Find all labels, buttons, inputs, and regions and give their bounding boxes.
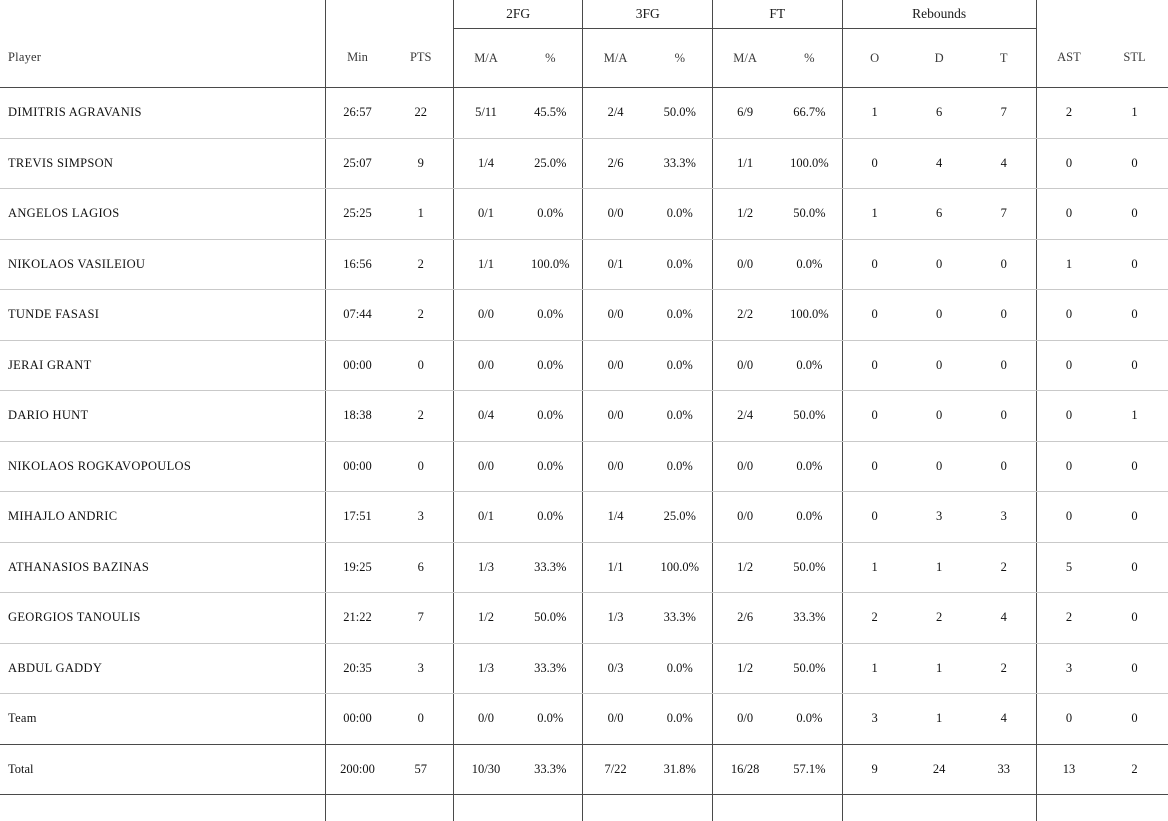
- cell-ft-pct: 50.0%: [777, 542, 842, 593]
- total-cell-fg2-ma: 10/30: [453, 744, 518, 795]
- table-row: [0, 88, 1168, 139]
- footer-spacer-player: [0, 795, 326, 821]
- cell-pts: 6: [389, 542, 454, 593]
- column-header-fg2-pct: %: [518, 29, 583, 88]
- cell-fg3-ma: 1/4: [583, 492, 648, 543]
- cell-reb-t: 0: [972, 441, 1037, 492]
- group-header-2fg: 2FG: [453, 0, 583, 29]
- cell-fg3-pct: 0.0%: [648, 441, 713, 492]
- player-name-cell: NIKOLAOS VASILEIOU: [0, 239, 326, 290]
- cell-reb-d: 1: [907, 694, 972, 745]
- cell-reb-d: 0: [907, 340, 972, 391]
- cell-fg2-ma: 0/1: [453, 492, 518, 543]
- cell-reb-d: 0: [907, 391, 972, 442]
- cell-fg3-pct: 100.0%: [648, 542, 713, 593]
- cell-stl: 0: [1101, 189, 1168, 240]
- cell-min: 21:22: [326, 593, 389, 644]
- table-row: [0, 542, 1168, 593]
- cell-ft-pct: 33.3%: [777, 593, 842, 644]
- column-header-reb-o: O: [842, 29, 907, 88]
- total-cell-fg3-pct: 31.8%: [648, 744, 713, 795]
- cell-reb-o: 0: [842, 492, 907, 543]
- footer-spacer-ft-pct: [777, 795, 842, 821]
- cell-reb-o: 0: [842, 239, 907, 290]
- player-name-cell: NIKOLAOS ROGKAVOPOULOS: [0, 441, 326, 492]
- footer-spacer-reb-o: [842, 795, 907, 821]
- cell-fg2-pct: 100.0%: [518, 239, 583, 290]
- cell-pts: 9: [389, 138, 454, 189]
- cell-fg2-ma: 1/1: [453, 239, 518, 290]
- cell-ft-ma: 1/1: [712, 138, 777, 189]
- cell-fg2-ma: 0/0: [453, 441, 518, 492]
- cell-reb-o: 1: [842, 542, 907, 593]
- cell-reb-d: 1: [907, 643, 972, 694]
- column-header-reb-t: T: [972, 29, 1037, 88]
- table-row: [0, 694, 1168, 745]
- cell-stl: 0: [1101, 138, 1168, 189]
- footer-spacer-fg2-pct: [518, 795, 583, 821]
- cell-fg3-ma: 0/0: [583, 694, 648, 745]
- table-row: [0, 441, 1168, 492]
- cell-reb-t: 0: [972, 290, 1037, 341]
- group-header-ast-stl: [1036, 0, 1168, 29]
- cell-fg2-ma: 1/3: [453, 542, 518, 593]
- cell-fg3-ma: 1/3: [583, 593, 648, 644]
- table-row: [0, 643, 1168, 694]
- cell-stl: 0: [1101, 593, 1168, 644]
- player-name-cell: ABDUL GADDY: [0, 643, 326, 694]
- cell-fg3-pct: 33.3%: [648, 593, 713, 644]
- cell-min: 25:07: [326, 138, 389, 189]
- group-header-row: [0, 0, 1168, 29]
- cell-reb-o: 1: [842, 643, 907, 694]
- cell-stl: 1: [1101, 391, 1168, 442]
- cell-fg3-pct: 0.0%: [648, 239, 713, 290]
- cell-fg2-pct: 0.0%: [518, 492, 583, 543]
- group-header-rebounds: Rebounds: [842, 0, 1036, 29]
- cell-ft-pct: 0.0%: [777, 492, 842, 543]
- cell-ast: 3: [1036, 643, 1101, 694]
- cell-reb-o: 0: [842, 340, 907, 391]
- cell-ft-ma: 1/2: [712, 189, 777, 240]
- cell-min: 20:35: [326, 643, 389, 694]
- cell-ast: 2: [1036, 88, 1101, 139]
- cell-fg2-pct: 25.0%: [518, 138, 583, 189]
- cell-fg2-pct: 0.0%: [518, 694, 583, 745]
- cell-ft-pct: 0.0%: [777, 694, 842, 745]
- cell-reb-d: 6: [907, 189, 972, 240]
- cell-reb-t: 7: [972, 189, 1037, 240]
- cell-pts: 3: [389, 492, 454, 543]
- column-header-fg3-pct: %: [648, 29, 713, 88]
- cell-reb-o: 1: [842, 88, 907, 139]
- column-header-ft-pct: %: [777, 29, 842, 88]
- column-header-ast: AST: [1036, 29, 1101, 88]
- cell-reb-t: 4: [972, 138, 1037, 189]
- table-row: [0, 290, 1168, 341]
- cell-fg2-pct: 0.0%: [518, 441, 583, 492]
- cell-pts: 1: [389, 189, 454, 240]
- cell-reb-o: 0: [842, 138, 907, 189]
- column-header-stl: STL: [1101, 29, 1168, 88]
- cell-ast: 0: [1036, 391, 1101, 442]
- cell-ft-ma: 0/0: [712, 492, 777, 543]
- cell-ft-ma: 0/0: [712, 441, 777, 492]
- cell-min: 00:00: [326, 340, 389, 391]
- cell-fg3-pct: 0.0%: [648, 290, 713, 341]
- player-name-cell: DARIO HUNT: [0, 391, 326, 442]
- cell-fg3-ma: 1/1: [583, 542, 648, 593]
- total-cell-fg2-pct: 33.3%: [518, 744, 583, 795]
- cell-reb-t: 7: [972, 88, 1037, 139]
- column-header-pts: PTS: [389, 29, 454, 88]
- cell-pts: 0: [389, 694, 454, 745]
- cell-reb-o: 0: [842, 441, 907, 492]
- cell-reb-d: 2: [907, 593, 972, 644]
- cell-stl: 0: [1101, 492, 1168, 543]
- cell-fg3-ma: 0/0: [583, 290, 648, 341]
- cell-pts: 2: [389, 239, 454, 290]
- cell-min: 00:00: [326, 694, 389, 745]
- cell-fg2-ma: 1/4: [453, 138, 518, 189]
- footer-spacer-fg3-ma: [583, 795, 648, 821]
- cell-fg3-pct: 0.0%: [648, 189, 713, 240]
- cell-reb-t: 4: [972, 694, 1037, 745]
- group-header-3fg: 3FG: [583, 0, 713, 29]
- cell-ft-pct: 0.0%: [777, 340, 842, 391]
- cell-ast: 1: [1036, 239, 1101, 290]
- footer-spacer-reb-t: [972, 795, 1037, 821]
- cell-ft-pct: 50.0%: [777, 643, 842, 694]
- cell-reb-d: 0: [907, 239, 972, 290]
- cell-fg2-pct: 0.0%: [518, 290, 583, 341]
- footer-spacer-fg2-ma: [453, 795, 518, 821]
- player-name-cell: DIMITRIS AGRAVANIS: [0, 88, 326, 139]
- cell-fg3-ma: 2/6: [583, 138, 648, 189]
- footer-spacer-reb-d: [907, 795, 972, 821]
- cell-ast: 0: [1036, 340, 1101, 391]
- cell-reb-t: 0: [972, 391, 1037, 442]
- column-header-min: Min: [326, 29, 389, 88]
- total-label: Total: [0, 744, 326, 795]
- player-name-cell: TREVIS SIMPSON: [0, 138, 326, 189]
- cell-ft-ma: 0/0: [712, 340, 777, 391]
- cell-fg2-ma: 0/1: [453, 189, 518, 240]
- cell-ft-ma: 2/2: [712, 290, 777, 341]
- cell-pts: 22: [389, 88, 454, 139]
- player-name-cell: ANGELOS LAGIOS: [0, 189, 326, 240]
- cell-ast: 5: [1036, 542, 1101, 593]
- cell-pts: 7: [389, 593, 454, 644]
- cell-fg3-ma: 0/0: [583, 441, 648, 492]
- cell-fg3-ma: 2/4: [583, 88, 648, 139]
- cell-ft-pct: 66.7%: [777, 88, 842, 139]
- player-name-cell: MIHAJLO ANDRIC: [0, 492, 326, 543]
- player-name-cell: ATHANASIOS BAZINAS: [0, 542, 326, 593]
- total-cell-reb-o: 9: [842, 744, 907, 795]
- cell-ast: 0: [1036, 492, 1101, 543]
- cell-reb-t: 0: [972, 340, 1037, 391]
- cell-min: 25:25: [326, 189, 389, 240]
- cell-ft-pct: 0.0%: [777, 239, 842, 290]
- cell-fg3-ma: 0/0: [583, 189, 648, 240]
- table-row: [0, 593, 1168, 644]
- cell-min: 18:38: [326, 391, 389, 442]
- footer-spacer-fg3-pct: [648, 795, 713, 821]
- total-row: [0, 744, 1168, 795]
- total-cell-fg3-ma: 7/22: [583, 744, 648, 795]
- cell-ast: 2: [1036, 593, 1101, 644]
- cell-ft-pct: 50.0%: [777, 391, 842, 442]
- cell-fg2-pct: 0.0%: [518, 391, 583, 442]
- cell-fg2-pct: 33.3%: [518, 643, 583, 694]
- cell-ft-ma: 2/4: [712, 391, 777, 442]
- player-name-cell: GEORGIOS TANOULIS: [0, 593, 326, 644]
- cell-fg2-pct: 45.5%: [518, 88, 583, 139]
- total-cell-stl: 2: [1101, 744, 1168, 795]
- column-header-row: [0, 29, 1168, 88]
- cell-fg2-pct: 50.0%: [518, 593, 583, 644]
- cell-ast: 0: [1036, 694, 1101, 745]
- cell-reb-t: 3: [972, 492, 1037, 543]
- column-header-player: Player: [0, 29, 326, 88]
- cell-ft-ma: 2/6: [712, 593, 777, 644]
- cell-fg3-pct: 25.0%: [648, 492, 713, 543]
- column-header-ft-ma: M/A: [712, 29, 777, 88]
- cell-stl: 0: [1101, 542, 1168, 593]
- cell-fg2-ma: 1/2: [453, 593, 518, 644]
- cell-pts: 2: [389, 290, 454, 341]
- cell-pts: 3: [389, 643, 454, 694]
- cell-reb-o: 3: [842, 694, 907, 745]
- cell-fg3-pct: 50.0%: [648, 88, 713, 139]
- cell-reb-t: 4: [972, 593, 1037, 644]
- cell-min: 07:44: [326, 290, 389, 341]
- footer-spacer-stl: [1101, 795, 1168, 821]
- cell-fg2-ma: 0/0: [453, 340, 518, 391]
- cell-min: 19:25: [326, 542, 389, 593]
- player-name-cell: TUNDE FASASI: [0, 290, 326, 341]
- total-cell-reb-d: 24: [907, 744, 972, 795]
- cell-ft-ma: 0/0: [712, 239, 777, 290]
- cell-ft-pct: 100.0%: [777, 290, 842, 341]
- cell-min: 00:00: [326, 441, 389, 492]
- cell-min: 16:56: [326, 239, 389, 290]
- total-cell-ft-ma: 16/28: [712, 744, 777, 795]
- cell-fg3-pct: 0.0%: [648, 643, 713, 694]
- cell-fg2-pct: 0.0%: [518, 340, 583, 391]
- cell-fg3-pct: 33.3%: [648, 138, 713, 189]
- cell-stl: 0: [1101, 643, 1168, 694]
- cell-ft-pct: 0.0%: [777, 441, 842, 492]
- footer-spacer-ft-ma: [712, 795, 777, 821]
- cell-reb-t: 0: [972, 239, 1037, 290]
- table-footer-spacer: [0, 795, 1168, 821]
- cell-reb-t: 2: [972, 643, 1037, 694]
- cell-fg3-pct: 0.0%: [648, 391, 713, 442]
- footer-spacer-pts: [389, 795, 454, 821]
- group-header-ft: FT: [712, 0, 842, 29]
- group-header-player: [0, 0, 326, 29]
- cell-ast: 0: [1036, 138, 1101, 189]
- cell-fg3-ma: 0/3: [583, 643, 648, 694]
- table-row: [0, 138, 1168, 189]
- cell-reb-o: 1: [842, 189, 907, 240]
- cell-fg2-ma: 5/11: [453, 88, 518, 139]
- cell-fg2-ma: 0/4: [453, 391, 518, 442]
- cell-ft-pct: 100.0%: [777, 138, 842, 189]
- cell-reb-d: 0: [907, 441, 972, 492]
- cell-fg2-ma: 1/3: [453, 643, 518, 694]
- cell-ast: 0: [1036, 441, 1101, 492]
- footer-spacer-min: [326, 795, 389, 821]
- cell-ft-ma: 6/9: [712, 88, 777, 139]
- cell-fg2-ma: 0/0: [453, 694, 518, 745]
- cell-reb-d: 3: [907, 492, 972, 543]
- cell-min: 17:51: [326, 492, 389, 543]
- cell-stl: 0: [1101, 441, 1168, 492]
- cell-stl: 0: [1101, 290, 1168, 341]
- cell-min: 26:57: [326, 88, 389, 139]
- cell-fg3-ma: 0/0: [583, 391, 648, 442]
- cell-ft-ma: 0/0: [712, 694, 777, 745]
- cell-ft-ma: 1/2: [712, 542, 777, 593]
- cell-pts: 0: [389, 441, 454, 492]
- table-row: [0, 340, 1168, 391]
- cell-fg3-ma: 0/0: [583, 340, 648, 391]
- cell-reb-o: 2: [842, 593, 907, 644]
- footer-spacer-ast: [1036, 795, 1101, 821]
- total-cell-ft-pct: 57.1%: [777, 744, 842, 795]
- total-cell-ast: 13: [1036, 744, 1101, 795]
- table-row: [0, 189, 1168, 240]
- table-row: [0, 492, 1168, 543]
- cell-reb-d: 0: [907, 290, 972, 341]
- cell-fg3-pct: 0.0%: [648, 694, 713, 745]
- column-header-fg3-ma: M/A: [583, 29, 648, 88]
- cell-stl: 0: [1101, 694, 1168, 745]
- table-row: [0, 239, 1168, 290]
- cell-pts: 2: [389, 391, 454, 442]
- player-name-cell: JERAI GRANT: [0, 340, 326, 391]
- cell-fg2-pct: 33.3%: [518, 542, 583, 593]
- cell-fg3-ma: 0/1: [583, 239, 648, 290]
- cell-ft-ma: 1/2: [712, 643, 777, 694]
- table-row: [0, 391, 1168, 442]
- cell-ast: 0: [1036, 189, 1101, 240]
- cell-fg2-pct: 0.0%: [518, 189, 583, 240]
- cell-stl: 0: [1101, 239, 1168, 290]
- cell-reb-d: 6: [907, 88, 972, 139]
- cell-fg3-pct: 0.0%: [648, 340, 713, 391]
- cell-reb-d: 1: [907, 542, 972, 593]
- cell-stl: 1: [1101, 88, 1168, 139]
- group-header-min-pts: [326, 0, 454, 29]
- cell-reb-t: 2: [972, 542, 1037, 593]
- player-name-cell: Team: [0, 694, 326, 745]
- total-cell-min: 200:00: [326, 744, 389, 795]
- cell-fg2-ma: 0/0: [453, 290, 518, 341]
- column-header-reb-d: D: [907, 29, 972, 88]
- cell-reb-d: 4: [907, 138, 972, 189]
- cell-ast: 0: [1036, 290, 1101, 341]
- total-cell-pts: 57: [389, 744, 454, 795]
- column-header-fg2-ma: M/A: [453, 29, 518, 88]
- total-cell-reb-t: 33: [972, 744, 1037, 795]
- cell-stl: 0: [1101, 340, 1168, 391]
- cell-ft-pct: 50.0%: [777, 189, 842, 240]
- cell-pts: 0: [389, 340, 454, 391]
- cell-reb-o: 0: [842, 290, 907, 341]
- cell-reb-o: 0: [842, 391, 907, 442]
